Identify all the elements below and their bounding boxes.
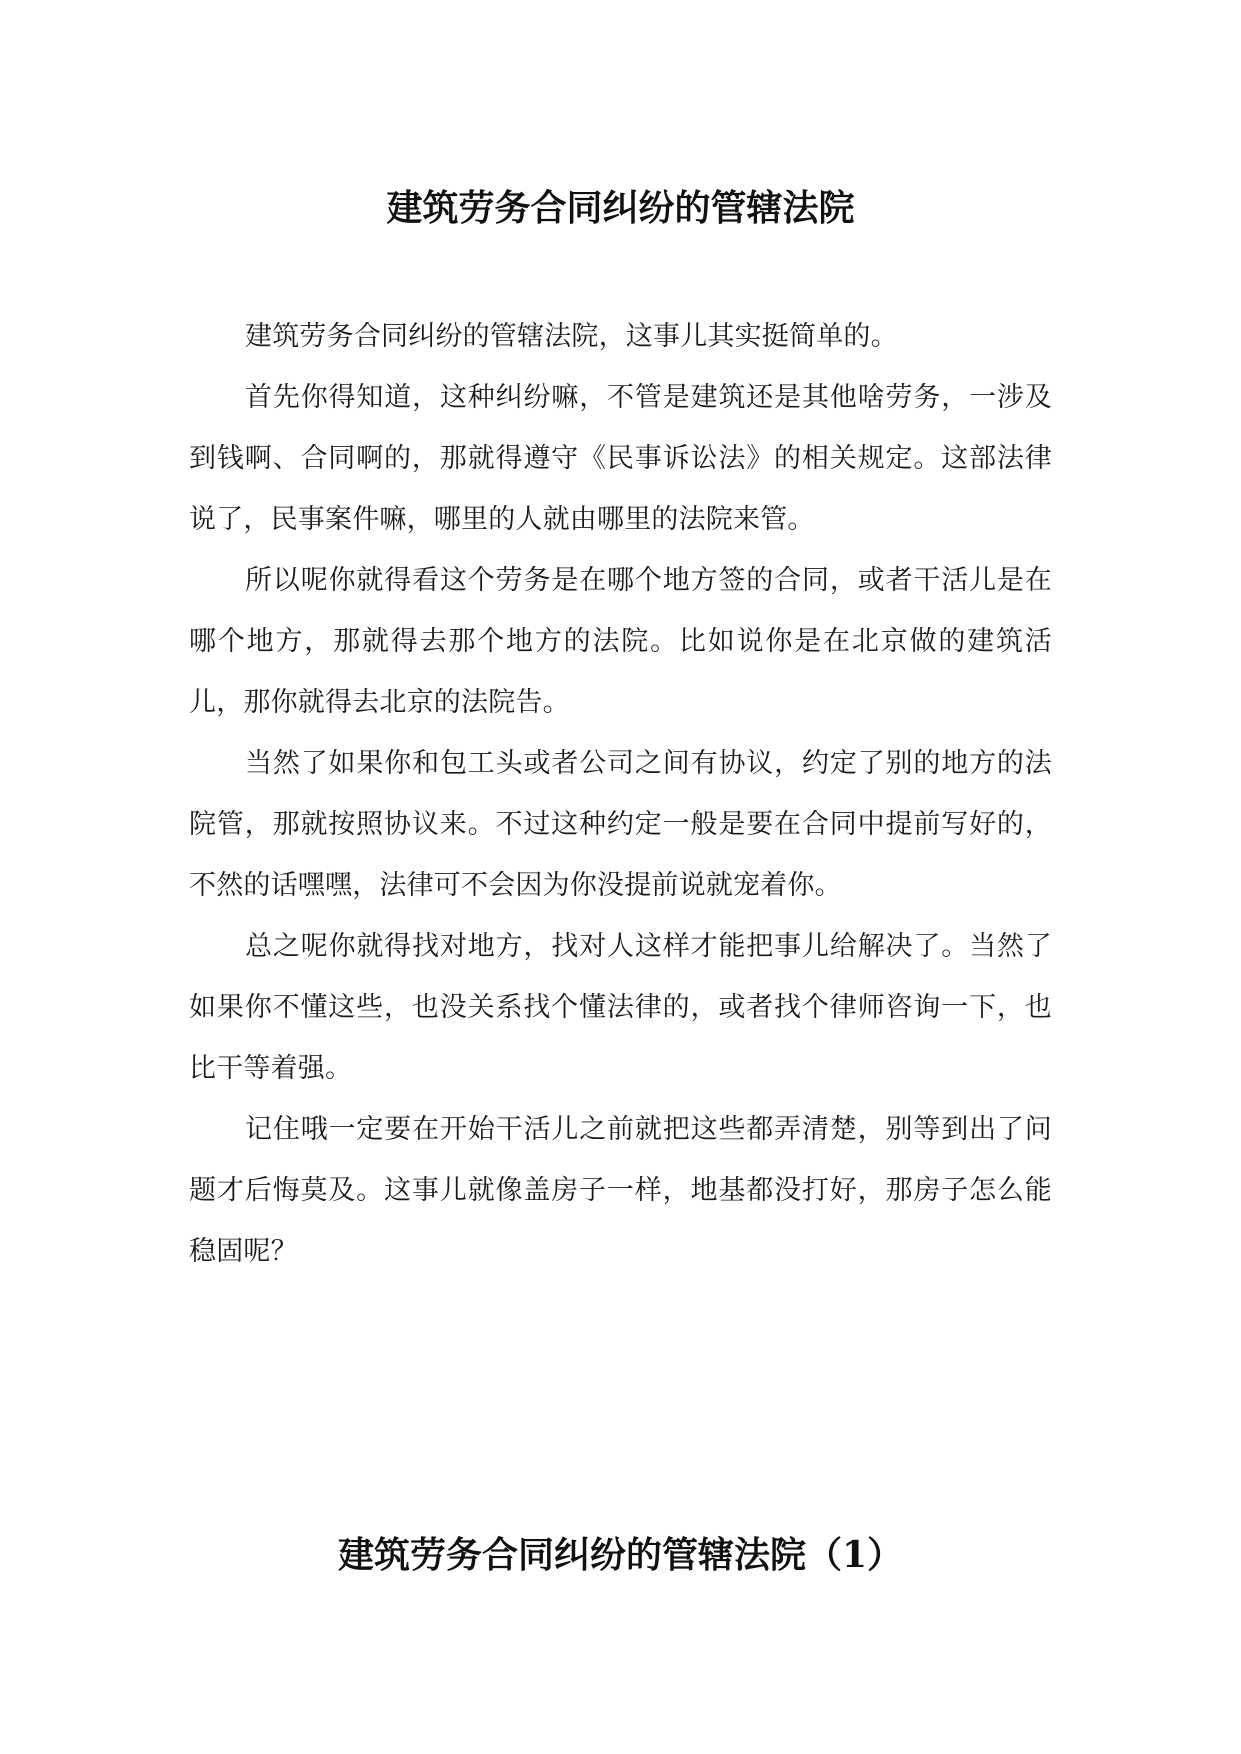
document-title: 建筑劳务合同纠纷的管辖法院 [386,187,855,229]
paragraph: 建筑劳务合同纠纷的管辖法院，这事儿其实挺简单的。 [245,321,898,352]
paragraph: 当然了如果你和包工头或者公司之间有协议，约定了别的地方的法院管，那就按照协议来。不过这种约定一般是要在合同中提前写好的，不然的话嘿嘿，法律可不会因为你没提前说就宠着你。 [189,748,1052,901]
paragraph: 首先你得知道，这种纠纷嘛，不管是建筑还是其他啥劳务，一涉及到钱啊、合同啊的，那就得遵守《民事诉讼法》的相关规定。这部法律说了，民事案件嘛，哪里的人就由哪里的法院来管。 [189,382,1052,535]
paragraph: 所以呢你就得看这个劳务是在哪个地方签的合同，或者干活儿是在哪个地方，那就得去那个地方的法院。比如说你是在北京做的建筑活儿，那你就得去北京的法院告。 [189,565,1052,718]
paragraph: 总之呢你就得找对地方，找对人这样才能把事儿给解决了。当然了如果你不懂这些，也没关系找个懂法律的，或者找个律师咨询一下，也比干等着强。 [189,931,1052,1084]
paragraph: 记住哦一定要在开始干活儿之前就把这些都弄清楚，别等到出了问题才后悔莫及。这事儿就像盖房子一样，地基都没打好，那房子怎么能稳固呢？ [189,1114,1052,1267]
document-body [189,306,1052,1282]
section-title: 建筑劳务合同纠纷的管辖法院（1） [337,1534,904,1576]
